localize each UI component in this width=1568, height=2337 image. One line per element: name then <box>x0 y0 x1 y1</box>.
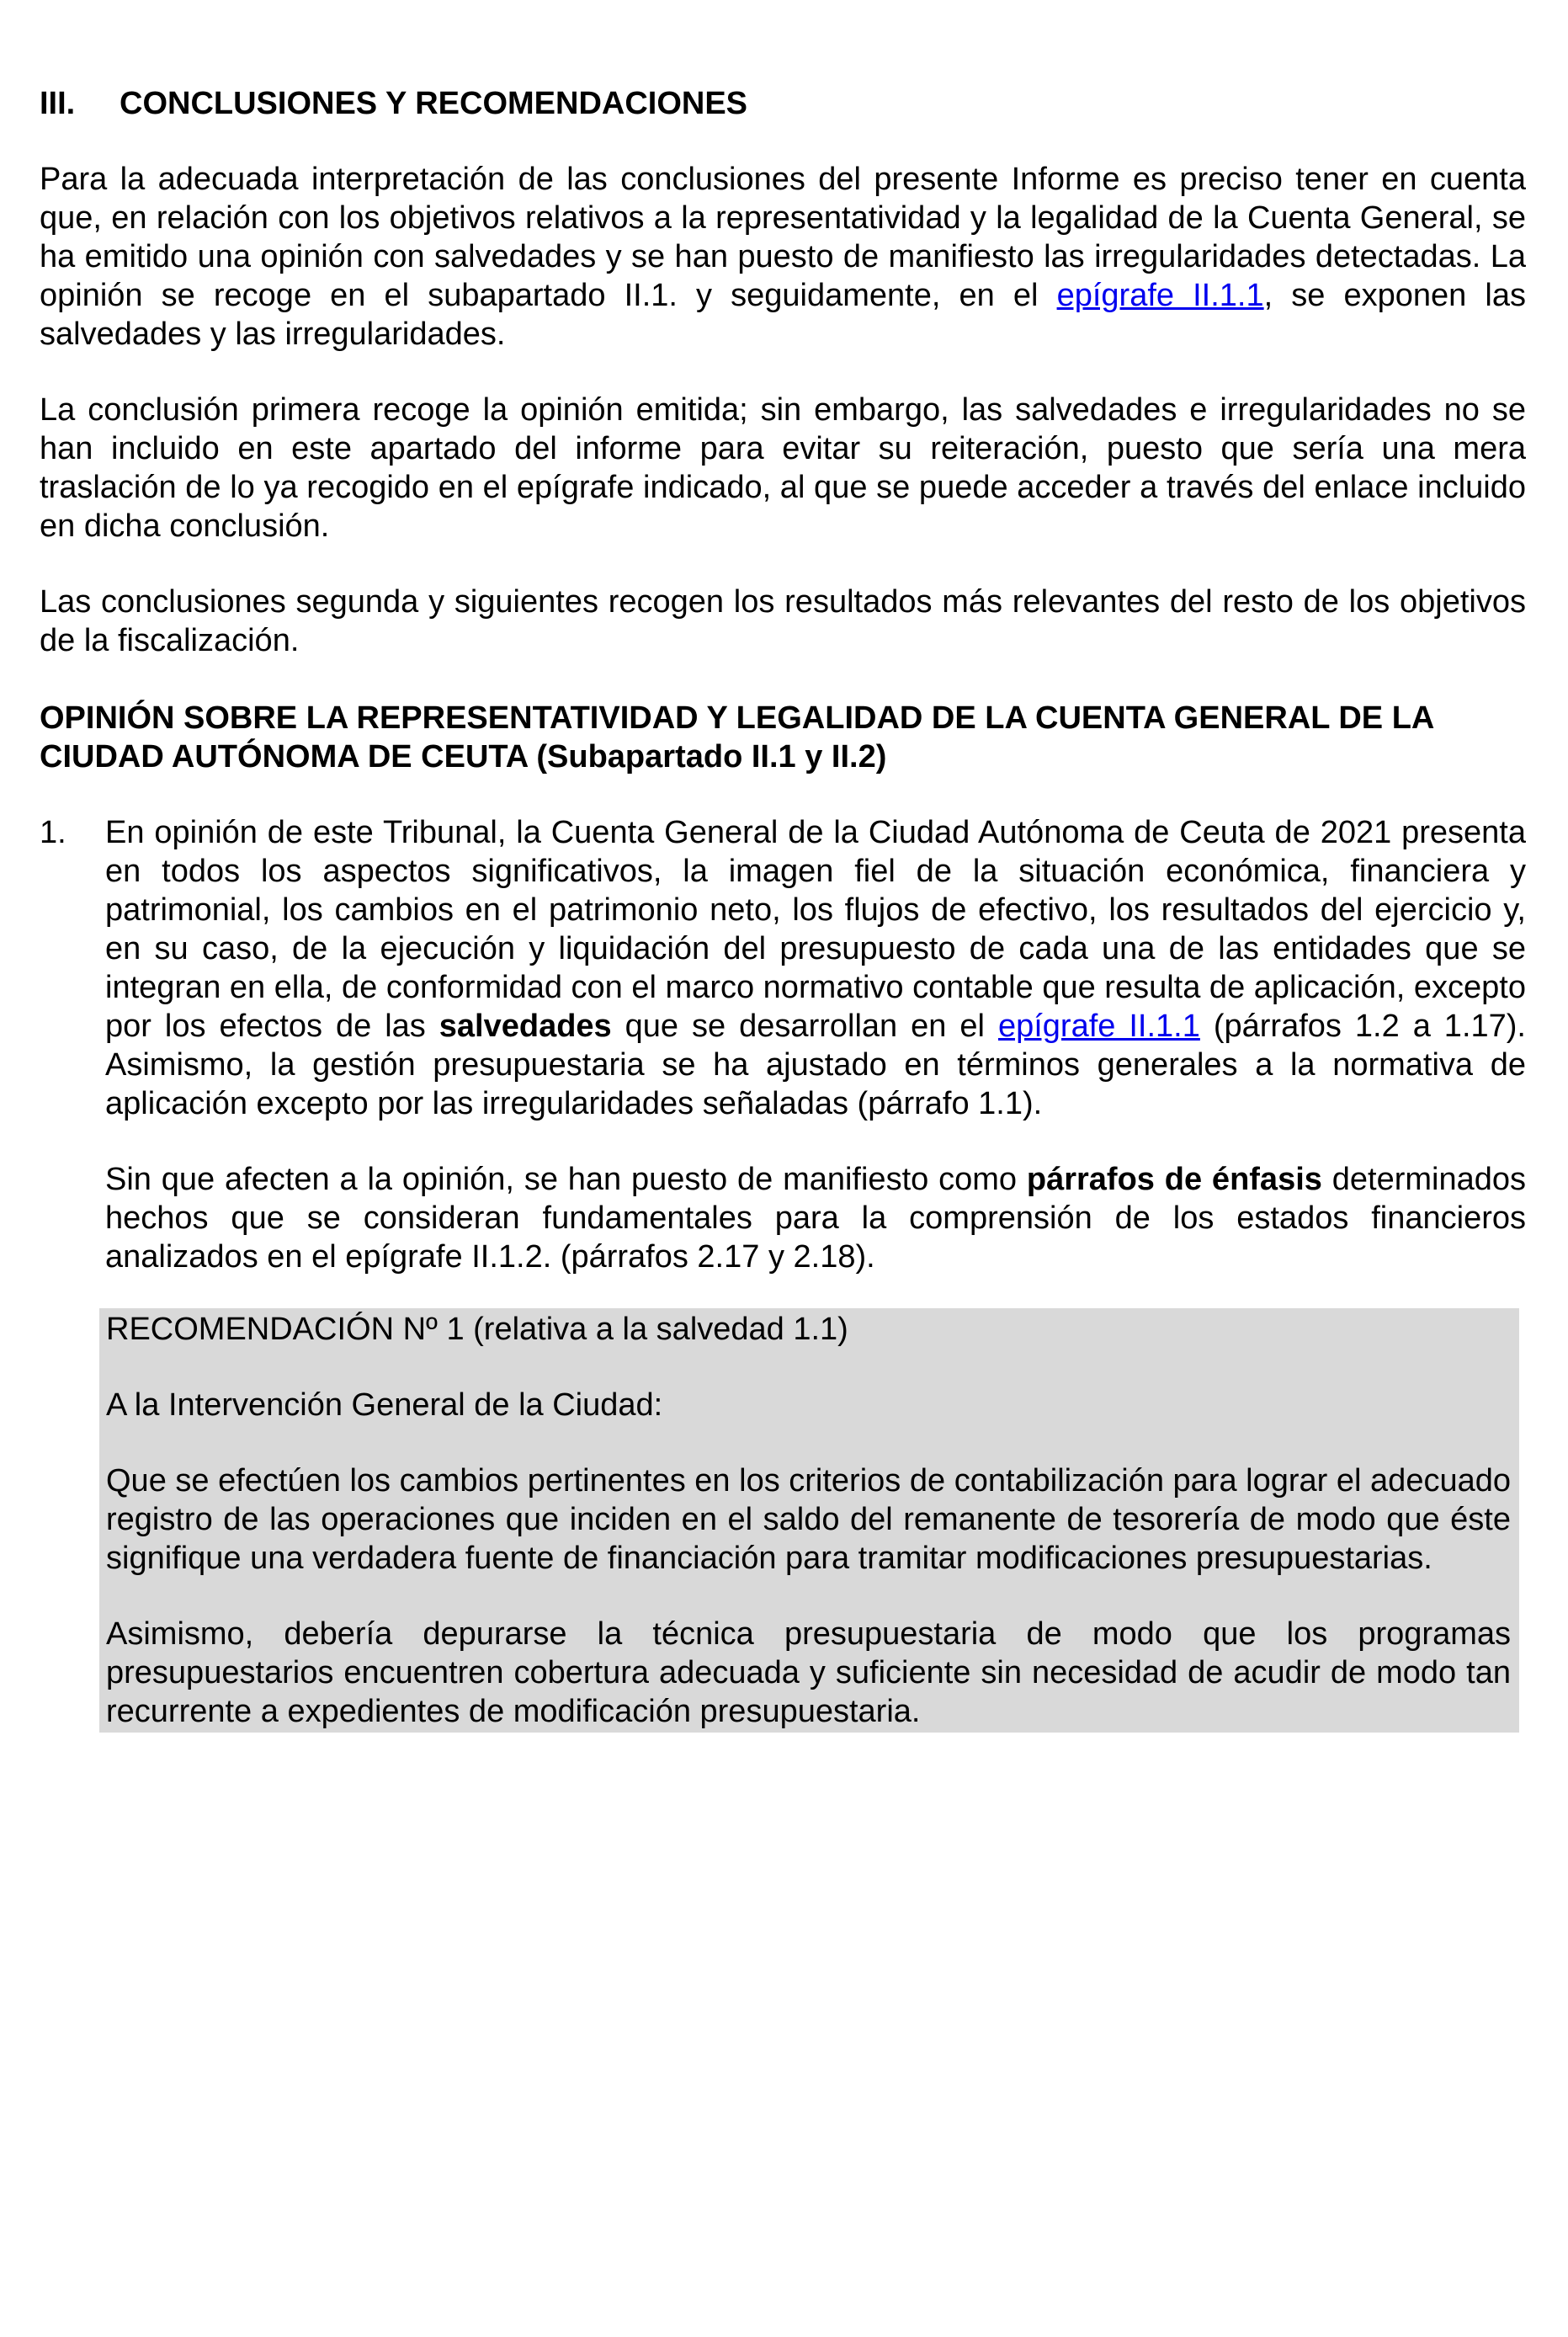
section-title: CONCLUSIONES Y RECOMENDACIONES <box>120 86 748 121</box>
section-number: III. <box>40 86 76 121</box>
recommendation-addressee: A la Intervención General de la Ciudad: <box>106 1387 663 1423</box>
conclusion-p1-part1: En opinión de este Tribunal, la Cuenta General de la Ciudad Autónoma de Ceuta de 2021 presenta en todos los aspectos significativos, la imagen fiel de la situación económica, financiera y patrimonial, los cambios en el patrimonio neto, los flujos de efectivo, los resultados del ejercicio y, en su caso, de la ejecución y liquidación del presupuesto de cada una de las entidades que se integran en ella, de conformidad con el marco normativo contable que resulta de aplicación, excepto por los efectos de las <box>105 815 1526 1044</box>
salvedades-bold: salvedades <box>439 1009 612 1044</box>
epigrafe-link-2[interactable]: epígrafe II.1.1 <box>997 1009 1200 1044</box>
intro-paragraph-2: La conclusión primera recoge la opinión emitida; sin embargo, las salvedades e irregularidades no se han incluido en este apartado del informe para evitar su reiteración, puesto que sería una mera traslación de lo ya recogido en el epígrafe indicado, al que se puede acceder a través del enlace incluido en dicha conclusión. <box>40 392 1526 544</box>
intro-paragraph-1 <box>40 160 1526 354</box>
document-page <box>40 84 1526 1733</box>
conclusion-p2-part1: Sin que afecten a la opinión, se han puesto de manifiesto como <box>105 1162 1027 1197</box>
conclusion-paragraph-2 <box>105 1160 1526 1276</box>
section-heading <box>40 84 1526 123</box>
conclusion-p1-part2: que se desarrollan en el <box>611 1009 998 1044</box>
enfasis-bold: párrafos de énfasis <box>1026 1162 1322 1197</box>
opinion-heading: OPINIÓN SOBRE LA REPRESENTATIVIDAD Y LEGALIDAD DE LA CUENTA GENERAL DE LA CIUDAD AUTÓNOMA DE CEUTA (Subapartado II.1 y II.2) <box>40 700 1433 775</box>
intro-p1-text-before-link: Para la adecuada interpretación de las conclusiones del presente Informe es preciso tener en cuenta que, en relación con los objetivos relativos a la representatividad y la legalidad de la Cuenta General, se ha emitido una opinión con salvedades y se han puesto de manifiesto las irregularidades detectadas. La opinión se recoge en el subapartado II.1. y seguidamente, en el <box>40 162 1526 313</box>
conclusion-p2-part2: determinados hechos que se consideran fundamentales para la comprensión de los estados financieros analizados en el epígrafe II.1.2. (párrafos 2.17 y 2.18). <box>105 1162 1526 1275</box>
epigrafe-link[interactable]: epígrafe II.1.1 <box>1056 278 1264 313</box>
recommendation-title: RECOMENDACIÓN Nº 1 (relativa a la salvedad 1.1) <box>106 1312 848 1347</box>
conclusion-item-1 <box>40 813 1526 1276</box>
recommendation-paragraph-2: Asimismo, debería depurarse la técnica presupuestaria de modo que los programas presupuestarios encuentren cobertura adecuada y suficiente sin necesidad de acudir de modo tan recurrente a expedientes de modificación presupuestaria. <box>106 1616 1511 1729</box>
conclusion-body <box>105 813 1526 1276</box>
conclusion-p1-part3: (párrafos 1.2 a 1.17). Asimismo, la gestión presupuestaria se ha ajustado en términos generales a la normativa de aplicación excepto por las irregularidades señaladas (párrafo 1.1). <box>105 1009 1526 1121</box>
intro-p1-text-after-link: , se exponen las salvedades y las irregularidades. <box>40 278 1526 352</box>
intro-paragraph-3: Las conclusiones segunda y siguientes recogen los resultados más relevantes del resto de los objetivos de la fiscalización. <box>40 584 1526 658</box>
conclusion-paragraph-1 <box>105 813 1526 1123</box>
recommendation-box <box>99 1308 1519 1733</box>
recommendation-paragraph-1: Que se efectúen los cambios pertinentes en los criterios de contabilización para lograr el adecuado registro de las operaciones que inciden en el saldo del remanente de tesorería de modo que éste signifique una verdadera fuente de financiación para tramitar modificaciones presupuestarias. <box>106 1463 1511 1576</box>
conclusion-number: 1. <box>40 815 66 850</box>
